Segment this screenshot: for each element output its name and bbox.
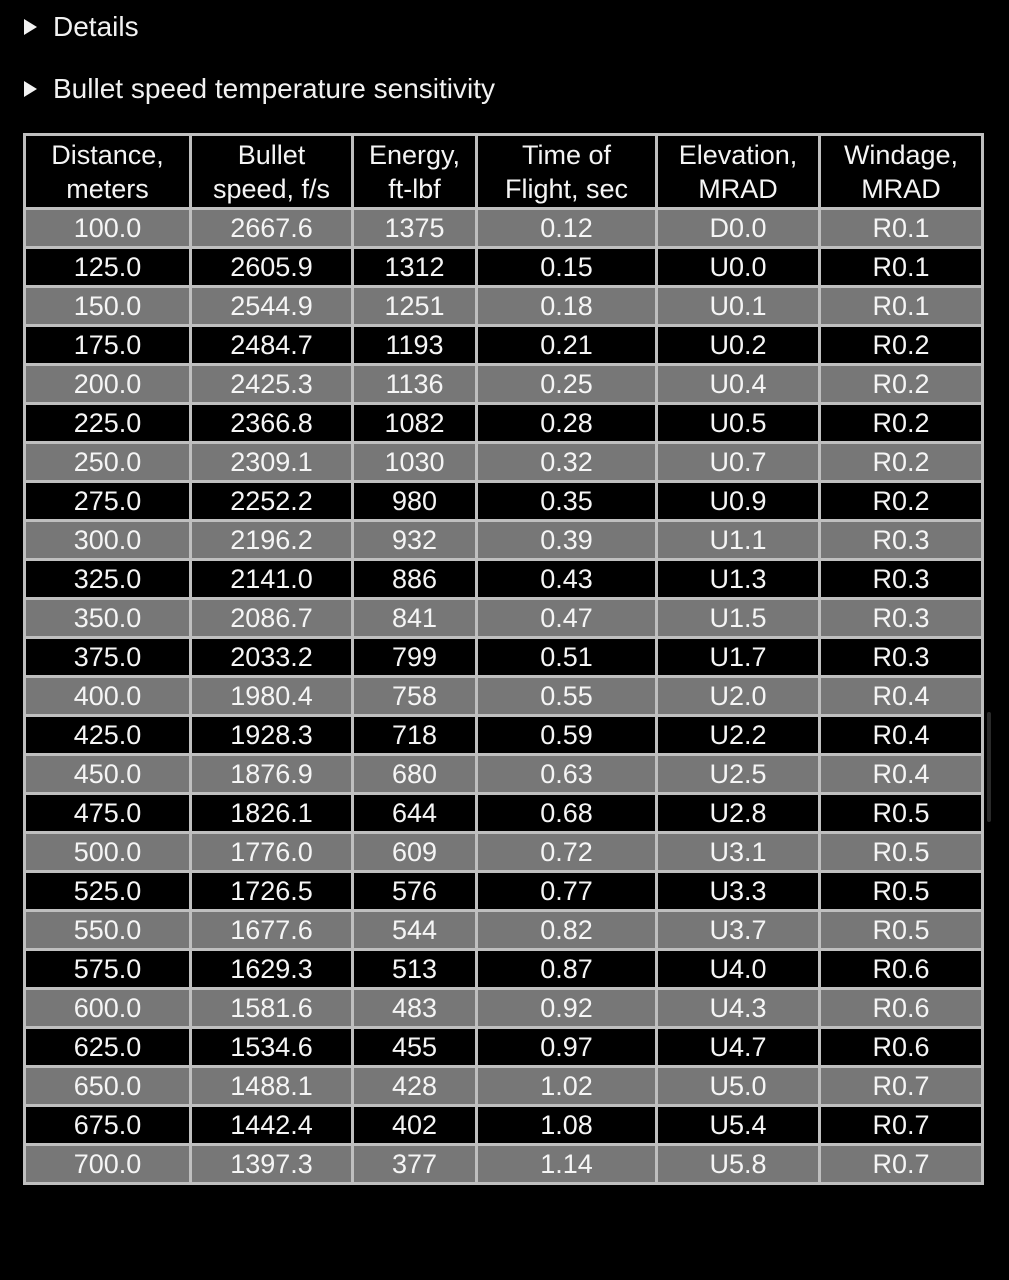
cell-time-of-flight: 0.43 — [477, 560, 657, 599]
cell-windage: R0.2 — [820, 404, 983, 443]
cell-windage: R0.3 — [820, 560, 983, 599]
cell-distance: 125.0 — [25, 248, 191, 287]
cell-distance: 675.0 — [25, 1106, 191, 1145]
cell-windage: R0.4 — [820, 755, 983, 794]
cell-windage: R0.6 — [820, 950, 983, 989]
cell-time-of-flight: 0.21 — [477, 326, 657, 365]
cell-elevation: U3.1 — [657, 833, 820, 872]
cell-energy: 718 — [353, 716, 477, 755]
table-row — [25, 1106, 983, 1145]
cell-energy: 402 — [353, 1106, 477, 1145]
cell-time-of-flight: 0.97 — [477, 1028, 657, 1067]
cell-time-of-flight: 0.92 — [477, 989, 657, 1028]
cell-time-of-flight: 0.72 — [477, 833, 657, 872]
cell-elevation: U0.7 — [657, 443, 820, 482]
table-row — [25, 326, 983, 365]
table-body — [25, 209, 983, 1184]
cell-energy: 1136 — [353, 365, 477, 404]
cell-distance: 150.0 — [25, 287, 191, 326]
cell-bullet-speed: 1629.3 — [191, 950, 353, 989]
table-row — [25, 287, 983, 326]
cell-distance: 325.0 — [25, 560, 191, 599]
table-row — [25, 716, 983, 755]
cell-elevation: U1.5 — [657, 599, 820, 638]
cell-time-of-flight: 0.82 — [477, 911, 657, 950]
cell-bullet-speed: 2141.0 — [191, 560, 353, 599]
cell-windage: R0.3 — [820, 521, 983, 560]
cell-elevation: D0.0 — [657, 209, 820, 248]
cell-elevation: U0.1 — [657, 287, 820, 326]
cell-distance: 450.0 — [25, 755, 191, 794]
column-header-line: Energy, — [368, 139, 461, 170]
table-row — [25, 521, 983, 560]
cell-energy: 455 — [353, 1028, 477, 1067]
cell-energy: 644 — [353, 794, 477, 833]
cell-windage: R0.5 — [820, 833, 983, 872]
cell-elevation: U5.8 — [657, 1145, 820, 1184]
cell-bullet-speed: 2667.6 — [191, 209, 353, 248]
table-row — [25, 599, 983, 638]
cell-elevation: U4.0 — [657, 950, 820, 989]
cell-bullet-speed: 1776.0 — [191, 833, 353, 872]
cell-energy: 609 — [353, 833, 477, 872]
cell-bullet-speed: 1980.4 — [191, 677, 353, 716]
table-row — [25, 1145, 983, 1184]
cell-windage: R0.4 — [820, 716, 983, 755]
cell-windage: R0.7 — [820, 1067, 983, 1106]
cell-bullet-speed: 2309.1 — [191, 443, 353, 482]
table-row — [25, 950, 983, 989]
table-row — [25, 872, 983, 911]
cell-elevation: U1.3 — [657, 560, 820, 599]
cell-energy: 377 — [353, 1145, 477, 1184]
cell-bullet-speed: 2605.9 — [191, 248, 353, 287]
cell-elevation: U4.3 — [657, 989, 820, 1028]
cell-elevation: U2.2 — [657, 716, 820, 755]
cell-distance: 175.0 — [25, 326, 191, 365]
cell-time-of-flight: 0.35 — [477, 482, 657, 521]
column-header-line: meters — [66, 173, 149, 204]
cell-bullet-speed: 1397.3 — [191, 1145, 353, 1184]
table-row — [25, 794, 983, 833]
cell-time-of-flight: 1.08 — [477, 1106, 657, 1145]
column-header-line: Flight, sec — [504, 173, 629, 204]
cell-energy: 483 — [353, 989, 477, 1028]
cell-distance: 200.0 — [25, 365, 191, 404]
column-header-line: MRAD — [698, 173, 778, 204]
cell-windage: R0.2 — [820, 326, 983, 365]
cell-windage: R0.1 — [820, 287, 983, 326]
cell-time-of-flight: 0.55 — [477, 677, 657, 716]
column-header-line: Time of — [521, 139, 611, 170]
cell-time-of-flight: 0.28 — [477, 404, 657, 443]
column-header-bullet-speed — [191, 135, 353, 209]
cell-windage: R0.6 — [820, 1028, 983, 1067]
table-row — [25, 248, 983, 287]
cell-elevation: U0.2 — [657, 326, 820, 365]
cell-distance: 350.0 — [25, 599, 191, 638]
cell-time-of-flight: 0.32 — [477, 443, 657, 482]
cell-windage: R0.2 — [820, 365, 983, 404]
cell-time-of-flight: 0.18 — [477, 287, 657, 326]
cell-energy: 980 — [353, 482, 477, 521]
cell-distance: 575.0 — [25, 950, 191, 989]
cell-energy: 1312 — [353, 248, 477, 287]
cell-bullet-speed: 1876.9 — [191, 755, 353, 794]
cell-distance: 525.0 — [25, 872, 191, 911]
cell-windage: R0.7 — [820, 1106, 983, 1145]
cell-bullet-speed: 2425.3 — [191, 365, 353, 404]
cell-time-of-flight: 0.87 — [477, 950, 657, 989]
cell-energy: 841 — [353, 599, 477, 638]
cell-time-of-flight: 0.51 — [477, 638, 657, 677]
cell-distance: 425.0 — [25, 716, 191, 755]
cell-bullet-speed: 2196.2 — [191, 521, 353, 560]
cell-elevation: U2.5 — [657, 755, 820, 794]
column-header-line: MRAD — [861, 173, 941, 204]
cell-windage: R0.3 — [820, 638, 983, 677]
table-row — [25, 833, 983, 872]
table-row — [25, 209, 983, 248]
cell-bullet-speed: 2484.7 — [191, 326, 353, 365]
details-disclosure[interactable] — [22, 7, 139, 47]
cell-time-of-flight: 0.68 — [477, 794, 657, 833]
cell-elevation: U4.7 — [657, 1028, 820, 1067]
cell-energy: 680 — [353, 755, 477, 794]
cell-energy: 932 — [353, 521, 477, 560]
cell-windage: R0.2 — [820, 443, 983, 482]
cell-windage: R0.5 — [820, 911, 983, 950]
cell-bullet-speed: 2544.9 — [191, 287, 353, 326]
ballistics-table — [23, 133, 984, 1185]
cell-bullet-speed: 1442.4 — [191, 1106, 353, 1145]
cell-distance: 250.0 — [25, 443, 191, 482]
cell-elevation: U0.4 — [657, 365, 820, 404]
column-header-line: Distance, — [51, 139, 164, 170]
cell-energy: 1251 — [353, 287, 477, 326]
cell-bullet-speed: 1488.1 — [191, 1067, 353, 1106]
cell-windage: R0.5 — [820, 872, 983, 911]
cell-elevation: U2.0 — [657, 677, 820, 716]
cell-energy: 1193 — [353, 326, 477, 365]
cell-bullet-speed: 1581.6 — [191, 989, 353, 1028]
cell-windage: R0.6 — [820, 989, 983, 1028]
column-header-line: speed, f/s — [212, 173, 331, 204]
cell-windage: R0.1 — [820, 248, 983, 287]
column-header-distance — [25, 135, 191, 209]
cell-distance: 400.0 — [25, 677, 191, 716]
cell-energy: 576 — [353, 872, 477, 911]
cell-bullet-speed: 1826.1 — [191, 794, 353, 833]
cell-time-of-flight: 0.47 — [477, 599, 657, 638]
cell-bullet-speed: 1677.6 — [191, 911, 353, 950]
cell-windage: R0.5 — [820, 794, 983, 833]
table-row — [25, 1067, 983, 1106]
column-header-energy — [353, 135, 477, 209]
cell-elevation: U3.7 — [657, 911, 820, 950]
cell-elevation: U0.9 — [657, 482, 820, 521]
cell-time-of-flight: 0.39 — [477, 521, 657, 560]
cell-energy: 799 — [353, 638, 477, 677]
column-header-windage — [820, 135, 983, 209]
details-label: Details — [53, 11, 139, 42]
cell-windage: R0.3 — [820, 599, 983, 638]
cell-elevation: U3.3 — [657, 872, 820, 911]
cell-time-of-flight: 0.59 — [477, 716, 657, 755]
disclosure-triangle-icon — [24, 81, 37, 97]
cell-elevation: U1.1 — [657, 521, 820, 560]
cell-elevation: U5.0 — [657, 1067, 820, 1106]
cell-distance: 100.0 — [25, 209, 191, 248]
cell-elevation: U5.4 — [657, 1106, 820, 1145]
cell-distance: 475.0 — [25, 794, 191, 833]
table-row — [25, 1028, 983, 1067]
cell-bullet-speed: 1534.6 — [191, 1028, 353, 1067]
cell-distance: 600.0 — [25, 989, 191, 1028]
column-header-line: ft-lbf — [388, 173, 441, 204]
cell-energy: 1375 — [353, 209, 477, 248]
cell-distance: 625.0 — [25, 1028, 191, 1067]
cell-windage: R0.2 — [820, 482, 983, 521]
cell-elevation: U1.7 — [657, 638, 820, 677]
cell-distance: 500.0 — [25, 833, 191, 872]
cell-distance: 225.0 — [25, 404, 191, 443]
table-row — [25, 989, 983, 1028]
cell-elevation: U0.0 — [657, 248, 820, 287]
cell-bullet-speed: 2366.8 — [191, 404, 353, 443]
cell-bullet-speed: 2086.7 — [191, 599, 353, 638]
cell-distance: 375.0 — [25, 638, 191, 677]
table-row — [25, 638, 983, 677]
column-header-line: Elevation, — [678, 139, 798, 170]
cell-elevation: U2.8 — [657, 794, 820, 833]
cell-energy: 544 — [353, 911, 477, 950]
cell-energy: 758 — [353, 677, 477, 716]
cell-energy: 1082 — [353, 404, 477, 443]
cell-distance: 650.0 — [25, 1067, 191, 1106]
cell-energy: 886 — [353, 560, 477, 599]
cell-distance: 275.0 — [25, 482, 191, 521]
table-row — [25, 482, 983, 521]
cell-bullet-speed: 1928.3 — [191, 716, 353, 755]
temperature-sensitivity-label: Bullet speed temperature sensitivity — [53, 73, 495, 104]
cell-time-of-flight: 0.12 — [477, 209, 657, 248]
cell-energy: 428 — [353, 1067, 477, 1106]
table-row — [25, 911, 983, 950]
cell-bullet-speed: 2033.2 — [191, 638, 353, 677]
temperature-sensitivity-disclosure[interactable] — [22, 69, 495, 109]
column-header-line: Windage, — [843, 139, 959, 170]
cell-time-of-flight: 0.15 — [477, 248, 657, 287]
column-header-line: Bullet — [237, 139, 306, 170]
cell-energy: 513 — [353, 950, 477, 989]
table-row — [25, 443, 983, 482]
cell-time-of-flight: 0.77 — [477, 872, 657, 911]
cell-distance: 700.0 — [25, 1145, 191, 1184]
cell-time-of-flight: 1.14 — [477, 1145, 657, 1184]
cell-elevation: U0.5 — [657, 404, 820, 443]
table-row — [25, 365, 983, 404]
table-row — [25, 677, 983, 716]
cell-time-of-flight: 0.25 — [477, 365, 657, 404]
cell-time-of-flight: 0.63 — [477, 755, 657, 794]
cell-windage: R0.1 — [820, 209, 983, 248]
table-row — [25, 560, 983, 599]
cell-windage: R0.4 — [820, 677, 983, 716]
cell-distance: 550.0 — [25, 911, 191, 950]
cell-energy: 1030 — [353, 443, 477, 482]
table-header-row — [25, 135, 983, 209]
table-row — [25, 755, 983, 794]
disclosure-triangle-icon — [24, 19, 37, 35]
cell-windage: R0.7 — [820, 1145, 983, 1184]
column-header-elevation — [657, 135, 820, 209]
cell-bullet-speed: 2252.2 — [191, 482, 353, 521]
cell-time-of-flight: 1.02 — [477, 1067, 657, 1106]
table-row — [25, 404, 983, 443]
column-header-time-of-flight — [477, 135, 657, 209]
cell-bullet-speed: 1726.5 — [191, 872, 353, 911]
scrollbar[interactable] — [987, 712, 991, 822]
cell-distance: 300.0 — [25, 521, 191, 560]
